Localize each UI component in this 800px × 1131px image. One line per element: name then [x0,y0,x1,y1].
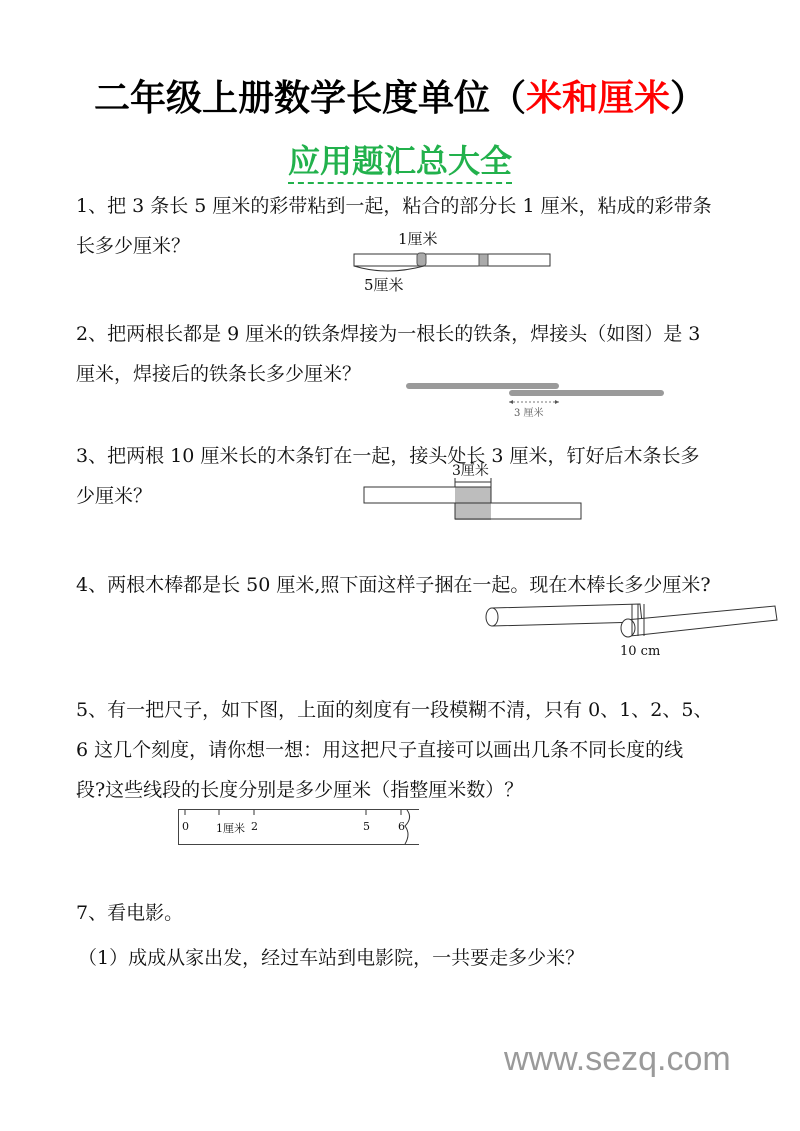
question-1-line1: 1、把 3 条长 5 厘米的彩带粘到一起，粘合的部分长 1 厘米，粘成的彩带条 [76,195,712,217]
question-5-line1: 5、有一把尺子，如下图，上面的刻度有一段模糊不清，只有 0、1、2、5、 [76,699,713,721]
watermark: www.sezq.com [504,1040,731,1078]
question-3-line1: 3、把两根 10 厘米长的木条钉在一起，接头处长 3 厘米，钉好后木条长多 [76,445,700,467]
figure-label-joint: 3厘米 [452,463,489,479]
question-7-sub1 [78,938,738,978]
question-7-sub1-text: （1）成成从家出发，经过车站到电影院，一共要走多少米？ [78,947,585,969]
figure-wood-strips [362,460,586,522]
question-2-line1: 2、把两根长都是 9 厘米的铁条焊接为一根长的铁条，焊接头（如图）是 3 [76,323,701,345]
title-highlight: 米和厘米 [525,78,670,119]
ruler-tick-5: 5 [363,820,370,833]
question-2-line2: 厘米，焊接后的铁条长多少厘米？ [76,363,362,385]
figure-ribbons [352,228,562,292]
ruler-ticks [179,810,419,844]
figure-wooden-sticks [480,598,780,662]
question-5-line3: 段?这些线段的长度分别是多少厘米（指整厘米数）？ [76,779,524,801]
question-5 [76,690,736,810]
page-subtitle [0,136,800,182]
sticks-diagram [480,598,780,644]
ruler-tick-6: 6 [398,820,405,833]
figure-label-length: 5厘米 [364,276,404,294]
figure-iron-bars [404,380,674,420]
question-3-line2: 少厘米？ [76,485,153,507]
title-main: 二年级上册数学长度单位（ [93,78,526,119]
figure-label-weld: 3 厘米 [514,408,544,419]
question-5-line2: 6 这几个刻度，请你想一想：用这把尺子直接可以画出几条不同长度的线 [76,739,684,761]
figure-label-overlap-cm: 10 cm [620,644,661,659]
figure-ruler [178,809,419,845]
question-1-line2: 长多少厘米？ [76,235,191,257]
question-7 [76,893,736,933]
title-end: ） [670,78,707,119]
question-7-line1: 7、看电影。 [76,902,184,924]
ruler-tick-0: 0 [182,820,189,833]
wood-strip-diagram [362,460,586,522]
figure-label-overlap: 1厘米 [398,230,438,248]
ruler-tick-1: 1厘米 [216,822,245,835]
question-4-line1: 4、两根木棒都是长 50 厘米,照下面这样子捆在一起。现在木棒长多少厘米? [76,574,711,596]
ruler-tick-2: 2 [251,820,258,833]
subtitle-text: 应用题汇总大全 [288,142,512,184]
page-title [0,70,800,121]
